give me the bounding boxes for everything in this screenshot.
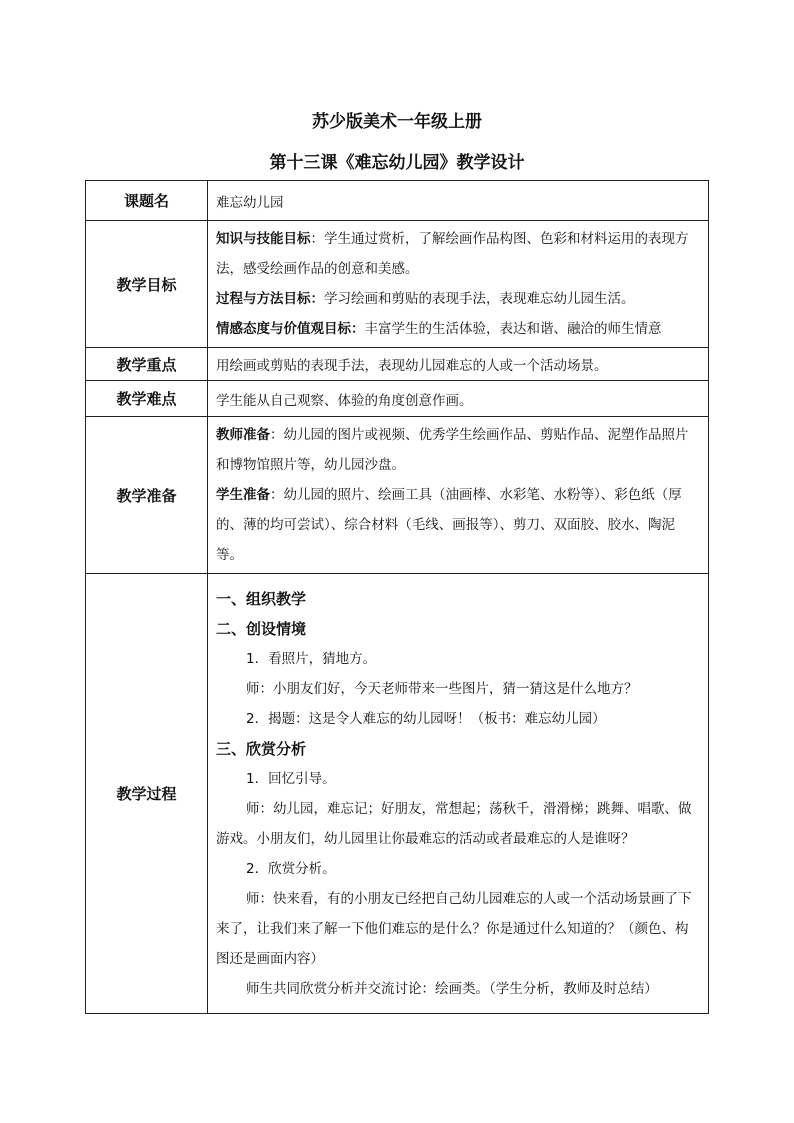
goal-process-text: 学习绘画和剪贴的表现手法，表现难忘幼儿园生活。 — [324, 291, 635, 307]
section-scenario: 二、创设情境 — [216, 619, 307, 638]
appreciation-teacher-line-2: 师：快来看，有的小朋友已经把自己幼儿园难忘的人或一个活动场景画了下来了，让我们来了解一下他们难忘的是什么？你是通过什么知道的？（颜色、构图还是画面内容） — [216, 890, 692, 967]
lesson-plan-table — [85, 180, 709, 1014]
student-preparation — [216, 480, 700, 570]
student-preparation-text: ：幼儿园的照片、绘画工具（油画棒、水彩笔、水粉等）、彩色纸（厚的、薄的均可尝试）、综合材料（毛线、画报等）、剪刀、双面胶、胶水、陶泥等。 — [216, 487, 682, 563]
goal-knowledge-text: ：学生通过赏析，了解绘画作品构图、色彩和材料运用的表现方法，感受绘画作品的创意和美感。 — [216, 231, 689, 277]
appreciation-discussion: 师生共同欣赏分析并交流讨论：绘画类。（学生分析，教师及时总结） — [246, 980, 658, 997]
appreciation-teacher-line-1: 师：幼儿园，难忘记；好朋友，常想起；荡秋千，滑滑梯；跳舞、唱歌、做游戏。小朋友们，幼儿园里让你最难忘的活动或者最难忘的人是谁呀？ — [216, 800, 692, 847]
scenario-teacher-line: 师：小朋友们好，今天老师带来一些图片，猜一猜这是什么地方？ — [246, 680, 638, 697]
goal-emotion — [216, 314, 700, 344]
topic-value: 难忘幼儿园 — [208, 181, 709, 221]
goal-knowledge — [216, 224, 700, 284]
scenario-step-2: 2．揭题：这是令人难忘的幼儿园呀！（板书：难忘幼儿园） — [246, 710, 606, 727]
student-preparation-head: 学生准备 — [216, 487, 270, 503]
goal-process-head: 过程与方法目标： — [216, 291, 324, 307]
key-point-value: 用绘画或剪贴的表现手法，表现幼儿园难忘的人或一个活动场景。 — [208, 348, 709, 381]
goal-emotion-text: 丰富学生的生活体验，表达和谐、融洽的师生情意 — [364, 321, 662, 337]
topic-label: 课题名 — [86, 181, 208, 221]
goal-emotion-head: 情感态度与价值观目标： — [216, 321, 365, 337]
teacher-preparation-head: 教师准备 — [216, 427, 270, 443]
table-row-process — [86, 574, 709, 1014]
table-row-goals — [86, 221, 709, 348]
preparation-content — [208, 417, 709, 574]
scenario-step-1: 1．看照片，猜地方。 — [246, 650, 377, 667]
table-row-preparation — [86, 417, 709, 574]
goal-knowledge-head: 知识与技能目标 — [216, 231, 311, 247]
table-row-topic — [86, 181, 709, 221]
teacher-preparation — [216, 420, 700, 480]
section-appreciation: 三、欣赏分析 — [216, 739, 307, 758]
goals-content — [208, 221, 709, 348]
process-content — [208, 574, 709, 1014]
key-point-label: 教学重点 — [86, 348, 208, 381]
preparation-label: 教学准备 — [86, 417, 208, 574]
difficulty-label: 教学难点 — [86, 381, 208, 417]
difficulty-value: 学生能从自己观察、体验的角度创意作画。 — [208, 381, 709, 417]
process-label: 教学过程 — [86, 574, 208, 1014]
document-title: 苏少版美术一年级上册 — [312, 112, 482, 132]
appreciation-step-2: 2．欣赏分析。 — [246, 860, 336, 877]
goal-process — [216, 284, 700, 314]
table-row-difficulty — [86, 381, 709, 417]
goals-label: 教学目标 — [86, 221, 208, 348]
section-organize: 一、组织教学 — [216, 589, 307, 608]
table-row-key-point — [86, 348, 709, 381]
teacher-preparation-text: ：幼儿园的图片或视频、优秀学生绘画作品、剪贴作品、泥塑作品照片和博物馆照片等，幼儿园沙盘。 — [216, 427, 689, 473]
appreciation-step-1: 1．回忆引导。 — [246, 770, 336, 787]
document-subtitle: 第十三课《难忘幼儿园》教学设计 — [269, 153, 525, 173]
